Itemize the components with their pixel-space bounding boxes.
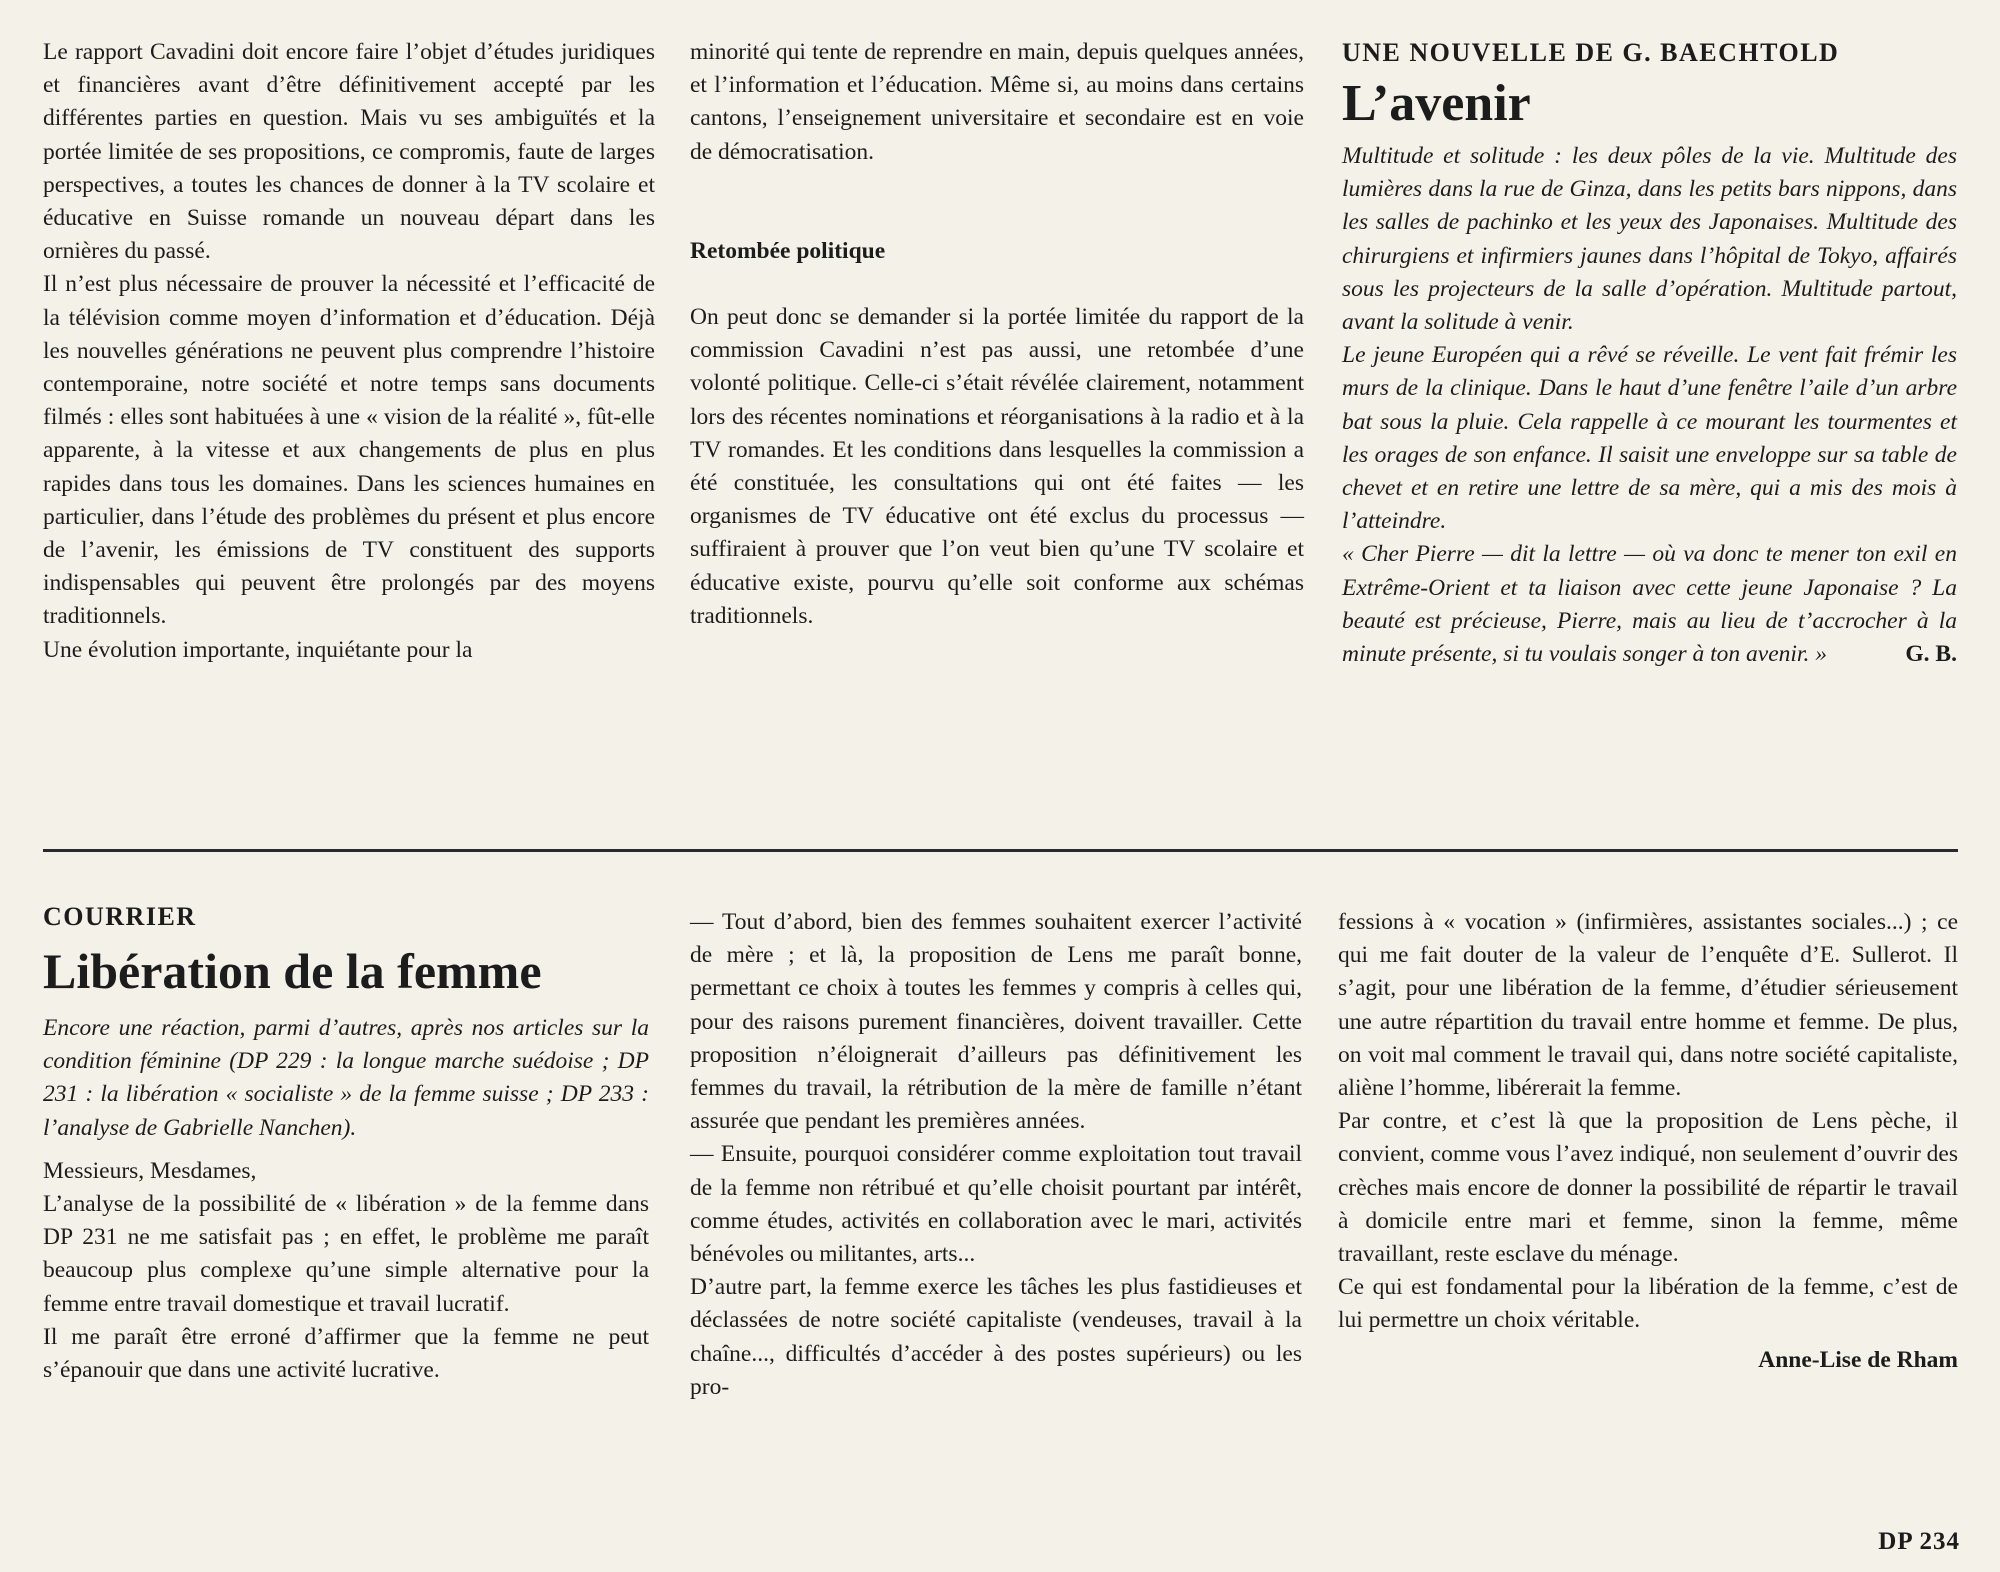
salutation: Messieurs, Mesdames, — [43, 1157, 257, 1184]
paragraph: Une évolution importante, inquiétante pour la — [43, 636, 473, 663]
paragraph: minorité qui tente de reprendre en main, depuis quelques années, et l’information et l’éducation. Même si, au moins dans certains cantons, l’enseignement universitaire et secondaire est en voie de démocratisation. — [690, 39, 1304, 165]
letter-signature: Anne-Lise de Rham — [1758, 1346, 1958, 1373]
paragraph: Il n’est plus nécessaire de prouver la nécessité et l’efficacité de la télévision comme moyen d’information et d’éducation. Déjà les nouvelles générations ne peuvent plus comprendre l’histoire contemporaine, notre société et notre temps sans documents filmés : elles sont habituées à une « vision de la réalité », fût-elle apparente, à la vitesse et aux changements de plus en plus rapides dans tous les domaines. Dans les sciences humaines en particulier, dans l’étude des problèmes du présent et plus encore de l’avenir, les émissions de TV constituent des supports indispensables qui peuvent être prolongés par des moyens traditionnels. — [43, 271, 655, 630]
paragraph: Multitude et solitude : les deux pôles de la vie. Multitude des lumières dans la rue de Ginza, dans les petits bars nippons, dans les salles de pachinko et les yeux des Japonaises. Multitude des chirurgiens et infirmiers jaunes dans l’hôpital de Tokyo, affairés sous les projecteurs de la salle d’opération. Multitude partout, avant la solitude à venir. — [1342, 143, 1957, 336]
paragraph: Le jeune Européen qui a rêvé se réveille. Le vent fait frémir les murs de la clinique. Dans le haut d’une fenêtre l’aile d’un arbre bat sous la pluie. Cela rappelle à ce mourant les tourmentes et les orages de son enfance. Il saisit une enveloppe sur sa table de chevet et en retire une lettre de sa mère, qui a mis des mois à l’atteindre. — [1342, 342, 1957, 535]
subheading: Retombée politique — [690, 237, 886, 264]
paragraph: Ce qui est fondamental pour la libération de la femme, c’est de lui permettre un choix véritable. — [1338, 1274, 1958, 1334]
story-headline: L’avenir — [1342, 75, 1531, 132]
story-kicker: UNE NOUVELLE DE G. BAECHTOLD — [1342, 38, 1840, 67]
letter-column-1 — [43, 900, 649, 1387]
letter-headline: Libération de la femme — [43, 943, 542, 999]
paragraph: — Tout d’abord, bien des femmes souhaitent exercer l’activité de mère ; et là, la proposition de Lens me paraît bonne, permettant ce choix à toutes les femmes y compris à celles qui, pour des raisons purement financières, doivent travailler. Cette proposition n’éloignerait d’ailleurs pas définitivement les femmes du travail, la rétribution de la mère de famille n’étant assurée que pendant les premières années. — [690, 909, 1302, 1135]
paragraph: fessions à « vocation » (infirmières, assistantes sociales...) ; ce qui me fait douter de la valeur de l’enquête d’E. Sullerot. Il s’agit, pour une libération de la femme, d’étudier sérieusement une autre répartition du travail entre homme et femme. De plus, on voit mal comment le travail qui, dans notre société capitaliste, aliène l’homme, libérerait la femme. — [1338, 909, 1958, 1102]
article-cavadini-column-1 — [43, 36, 655, 667]
letter-column-3 — [1338, 906, 1958, 1377]
page-folio: DP 234 — [1878, 1528, 1960, 1555]
letter-column-2 — [690, 906, 1302, 1404]
letter-intro: Encore une réaction, parmi d’autres, après nos articles sur la condition féminine (DP 229 : la longue marche suédoise ; DP 231 : la libération « socialiste » de la femme suisse ; DP 233 : l’analyse de Gabrielle Nanchen). — [43, 1015, 649, 1141]
article-cavadini-column-2 — [690, 36, 1304, 633]
short-story-column — [1342, 36, 1957, 671]
paragraph: Le rapport Cavadini doit encore faire l’objet d’études juridiques et financières avant d’être définitivement accepté par les différentes parties en question. Mais vu ses ambiguïtés et la portée limitée de ses propositions, ce compromis, faute de larges perspectives, a toutes les chances de donner à la TV scolaire et éducative en Suisse romande un nouveau départ dans les ornières du passé. — [43, 39, 655, 265]
paragraph: — Ensuite, pourquoi considérer comme exploitation tout travail de la femme non rétribué et qu’elle choisit pourtant par intérêt, comme études, activités en collaboration avec le mari, activités bénévoles ou militantes, arts... — [690, 1141, 1302, 1268]
section-divider — [43, 849, 1958, 852]
paragraph: L’analyse de la possibilité de « libération » de la femme dans DP 231 ne me satisfait pas ; en effet, le problème me paraît beaucoup plus complexe qu’une simple alternative pour la femme entre travail domestique et travail lucratif. — [43, 1191, 649, 1317]
paragraph: On peut donc se demander si la portée limitée du rapport de la commission Cavadini n’est pas aussi, une retombée d’une volonté politique. Celle-ci s’était révélée clairement, notamment lors des récentes nominations et réorganisations à la radio et à la TV romandes. Et les conditions dans lesquelles la commission a été constituée, les consultations qui ont été faites — les organismes de TV éducative ont été exclus du processus — suffiraient à prouver que l’on veut bien qu’une TV scolaire et éducative existe, pourvu qu’elle soit conforme aux schémas traditionnels. — [690, 304, 1304, 629]
story-signature: G. B. — [1905, 641, 1957, 668]
paragraph: Il me paraît être erroné d’affirmer que la femme ne peut s’épanouir que dans une activité lucrative. — [43, 1323, 649, 1384]
paragraph: Par contre, et c’est là que la proposition de Lens pèche, il convient, comme vous l’avez indiqué, non seulement d’ouvrir des crèches mais encore de donner la possibilité de répartir le travail à domicile entre mari et femme, sinon la femme, même travaillant, reste esclave du ménage. — [1338, 1108, 1958, 1268]
paragraph: D’autre part, la femme exerce les tâches les plus fastidieuses et déclassées de notre société capitaliste (vendeuses, travail à la chaîne..., difficultés d’accéder à des postes supérieurs) ou les pro- — [690, 1274, 1302, 1400]
paragraph: « Cher Pierre — dit la lettre — où va donc te mener ton exil en Extrême-Orient et ta liaison avec cette jeune Japonaise ? La beauté est précieuse, Pierre, mais au lieu de t’accrocher à la minute présente, si tu voulais songer à ton avenir. » — [1342, 541, 1957, 668]
section-kicker: COURRIER — [43, 902, 197, 931]
